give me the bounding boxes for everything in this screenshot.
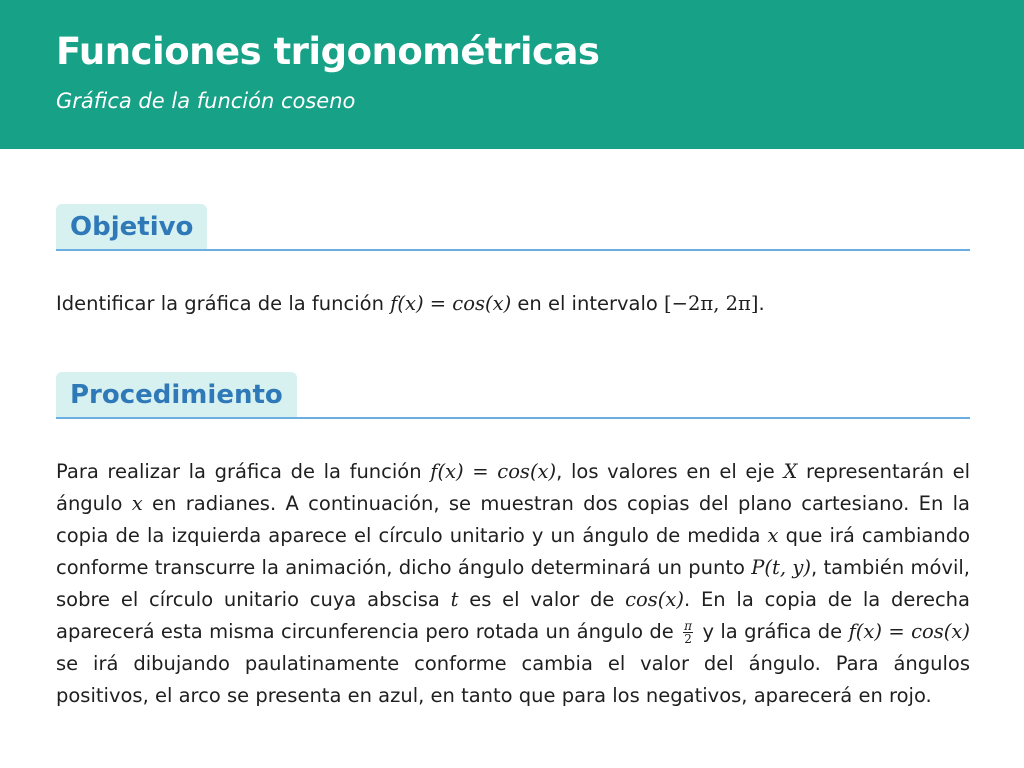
math-cos: cos(x) [625, 588, 685, 611]
objetivo-text: Identificar la gráfica de la función [56, 292, 391, 315]
math-var: x [767, 524, 779, 547]
section-procedimiento [56, 372, 970, 419]
proc-text: se irá dibujando paulatinamente conforme cambia el valor del ángulo. Para ángulos positivos, el arco se presenta en azul, en tanto que para los negativos, aparecerá en rojo. [56, 652, 970, 707]
procedimiento-paragraph [56, 456, 970, 712]
math-interval: [−2π, 2π] [664, 292, 759, 315]
objetivo-text: . [758, 292, 765, 315]
page-header [0, 0, 1024, 149]
proc-text: . En la copia de la derecha aparecerá esta misma circunferencia pero rotada un ángulo de [56, 588, 970, 643]
proc-text: en radianes. A continuación, se muestran dos copias del plano cartesiano. En la copia de la izquierda aparece el círculo unitario y un ángulo de medida [56, 492, 971, 547]
proc-text: Para realizar la gráfica de la función [56, 460, 431, 483]
math-function: f(x) = cos(x) [390, 292, 512, 315]
math-axis: X [783, 460, 798, 483]
page-title: Funciones trigonométricas [56, 30, 600, 73]
math-var: t [450, 588, 459, 611]
proc-text: , los valores en el eje [556, 460, 784, 483]
proc-text: y la gráfica de [696, 620, 849, 643]
math-function: f(x) = cos(x) [848, 620, 970, 643]
fraction-numerator: π [684, 619, 693, 633]
math-function: f(x) = cos(x) [430, 460, 557, 483]
math-point: P(t, y) [751, 556, 811, 579]
math-fraction [683, 620, 693, 645]
objetivo-text: en el intervalo [511, 292, 665, 315]
proc-text: representarán el ángulo [56, 460, 970, 515]
section-heading-objetivo: Objetivo [56, 204, 207, 249]
section-heading-procedimiento: Procedimiento [56, 372, 297, 417]
fraction-denominator: 2 [684, 632, 692, 646]
page-subtitle: Gráfica de la función coseno [56, 89, 356, 113]
proc-text: es el valor de [458, 588, 626, 611]
section-objetivo [56, 204, 970, 251]
proc-text: que irá cambiando conforme transcurre la animación, dicho ángulo determinará un punto [56, 524, 971, 579]
objetivo-paragraph [56, 288, 970, 320]
math-var: x [131, 492, 143, 515]
proc-text: , también móvil, sobre el círculo unitario cuya abscisa [56, 556, 970, 611]
